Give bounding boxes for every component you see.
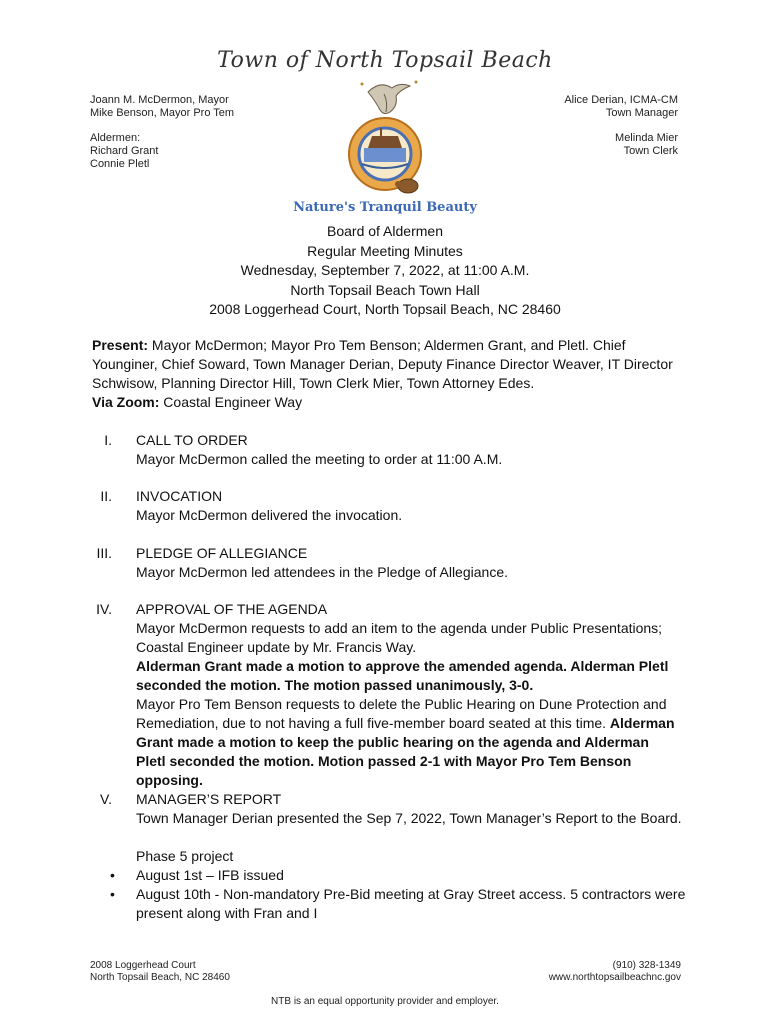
equal-opportunity-statement: NTB is an equal opportunity provider and employer. [271,996,499,1007]
agenda-item-pledge [136,544,696,582]
item-text: Town Manager Derian presented the Sep 7, 2022, Town Manager’s Report to the Board. [136,810,682,826]
item-text: Mayor McDermon requests to add an item to the agenda under Public Presentations; Coastal Engineer update by Mr. Francis Way. [136,620,663,655]
aldermen-label: Aldermen: [90,132,141,144]
via-zoom-label: Via Zoom: [92,394,160,410]
list-item: • August 10th - Non-mandatory Pre-Bid meeting at Gray Street access. 5 contractors were present along with Fran and I [136,885,686,923]
motion-text: Alderman Grant made a motion to keep the public hearing on the agenda and Alderman Pletl seconded the motion. Motion passed 2-1 with Mayor Pro Tem Benson opposing. [136,715,675,788]
mayor-name: Joann M. McDermon, Mayor [90,94,229,106]
meeting-date: Wednesday, September 7, 2022, at 11:00 A.M. [240,262,530,278]
motion-text: Alderman Grant made a motion to approve the amended agenda. Alderman Pletl seconded the motion. The motion passed unanimously, 3-0. [136,658,669,693]
footer-city: North Topsail Beach, NC 28460 [90,972,230,983]
present-list: Mayor McDermon; Mayor Pro Tem Benson; Aldermen Grant, and Pletl. Chief Younginer, Chief Soward, Town Manager Derian, Deputy Finance Director Weaver, IT Director Schwisow, Planning Director Hill, Town Clerk Mier, Town Attorney Edes. [92,337,673,391]
item-numeral: III. [96,545,112,561]
footer-address [90,960,350,984]
agenda-item-invocation [136,487,696,525]
list-item: • August 1st – IFB issued [136,866,686,885]
present-label: Present: [92,337,149,353]
town-tagline: Nature's Tranquil Beauty [293,200,477,215]
item-numeral: V. [100,791,112,807]
via-zoom-list: Coastal Engineer Way [159,394,303,410]
item-text: Mayor McDermon led attendees in the Pledge of Allegiance. [136,564,508,580]
meeting-venue: North Topsail Beach Town Hall [290,281,480,298]
manager-block [480,94,678,158]
item-heading: APPROVAL OF THE AGENDA [136,601,328,617]
mayor-pro-tem-name: Mike Benson, Mayor Pro Tem [90,107,235,119]
item-heading: MANAGER’S REPORT [136,791,282,807]
board-name: Board of Aldermen [327,223,443,239]
item-numeral: II. [100,488,112,504]
mayor-block [90,94,290,171]
town-seal-logo [340,72,430,200]
item-text: Mayor McDermon called the meeting to order at 11:00 A.M. [136,451,503,467]
attendance-paragraph [92,336,692,412]
footer-contact [420,960,681,984]
item-text: Mayor Pro Tem Benson requests to delete the Public Hearing on Dune Protection and Remediation, due to not having a full five-member board seated at this time. [136,696,667,731]
item-heading: INVOCATION [136,488,223,504]
item-numeral: I. [104,432,112,448]
item-text: Mayor McDermon delivered the invocation. [136,507,403,523]
phase-label: Phase 5 project [136,848,234,864]
item-heading: PLEDGE OF ALLEGIANCE [136,545,308,561]
agenda-item-call-to-order [136,431,696,469]
meeting-title-block [0,222,770,320]
minutes-type: Regular Meeting Minutes [307,242,463,259]
town-manager-title: Town Manager [605,107,678,119]
agenda-item-managers-report [136,790,686,923]
footer-street: 2008 Loggerhead Court [90,960,196,971]
town-manager-name: Alice Derian, ICMA-CM [564,94,678,106]
alderman-name: Richard Grant [90,145,159,157]
town-name-header: Town of North Topsail Beach [217,48,553,73]
alderman-name: Connie Pletl [90,158,150,170]
item-heading: CALL TO ORDER [136,432,248,448]
footer-phone: (910) 328-1349 [612,960,681,971]
town-clerk-name: Melinda Mier [615,132,678,144]
meeting-address: 2008 Loggerhead Court, North Topsail Beach, NC 28460 [209,301,561,317]
town-clerk-title: Town Clerk [623,145,678,157]
agenda-item-approval [136,600,681,790]
footer-website[interactable]: www.northtopsailbeachnc.gov [548,972,681,983]
item-numeral: IV. [96,601,112,617]
phase-bullet-list [136,866,686,923]
